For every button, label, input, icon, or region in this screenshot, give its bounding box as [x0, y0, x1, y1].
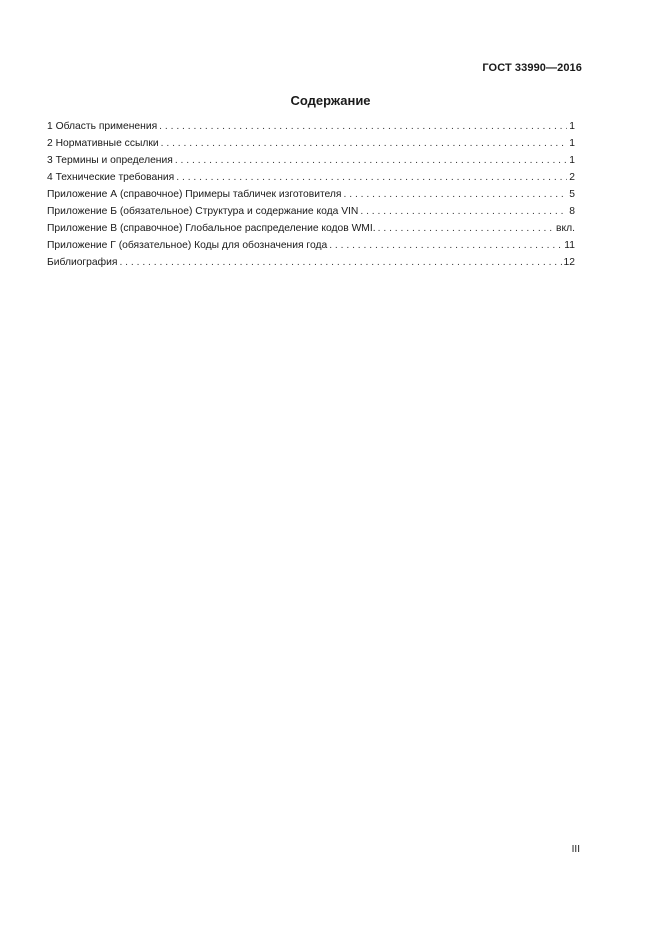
table-of-contents [47, 118, 575, 271]
toc-entry-page: 8 [569, 206, 575, 217]
dot-leader [159, 118, 567, 135]
toc-entry-page: 2 [569, 172, 575, 183]
toc-entry-text: Приложение В (справочное) Глобальное распределение кодов WMI. [47, 223, 376, 234]
toc-entry-appendix-b[interactable] [47, 203, 575, 220]
toc-entry-text: Библиография [47, 257, 118, 268]
document-code: ГОСТ 33990—2016 [482, 62, 582, 74]
dot-leader [360, 203, 567, 220]
toc-entry-technical-requirements[interactable] [47, 169, 575, 186]
toc-entry-page: вкл. [556, 223, 575, 234]
toc-entry-page: 1 [569, 138, 575, 149]
toc-entry-page: 11 [564, 240, 575, 251]
dot-leader [329, 237, 562, 254]
toc-entry-text: 2 Нормативные ссылки [47, 138, 159, 149]
toc-entry-page: 5 [569, 189, 575, 200]
page-number: III [571, 844, 580, 855]
toc-entry-text: 3 Термины и определения [47, 155, 173, 166]
toc-entry-appendix-g[interactable] [47, 237, 575, 254]
dot-leader [378, 220, 554, 237]
toc-entry-page: 1 [569, 121, 575, 132]
toc-entry-text: 1 Область применения [47, 121, 158, 132]
dot-leader [176, 169, 567, 186]
toc-entry-appendix-v[interactable] [47, 220, 575, 237]
toc-entry-text: Приложение Г (обязательное) Коды для обозначения года [47, 240, 328, 251]
dot-leader [119, 254, 561, 271]
toc-title: Содержание [290, 93, 371, 108]
toc-entry-page: 12 [563, 257, 575, 268]
toc-entry-text: 4 Технические требования [47, 172, 175, 183]
toc-entry-text: Приложение Б (обязательное) Структура и содержание кода VIN [47, 206, 359, 217]
toc-entry-bibliography[interactable] [47, 254, 575, 271]
toc-entry-terms[interactable] [47, 152, 575, 169]
toc-entry-text: Приложение А (справочное) Примеры табличек изготовителя [47, 189, 342, 200]
dot-leader [161, 135, 568, 152]
toc-entry-appendix-a[interactable] [47, 186, 575, 203]
toc-entry-scope[interactable] [47, 118, 575, 135]
toc-entry-normative-references[interactable] [47, 135, 575, 152]
dot-leader [175, 152, 567, 169]
dot-leader [344, 186, 568, 203]
toc-entry-page: 1 [569, 155, 575, 166]
